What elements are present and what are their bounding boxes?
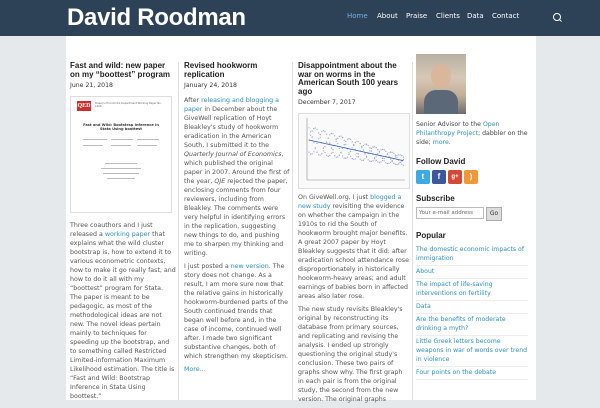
- paper-journal: Queen's Economics Department Working Paper No. 1406: [95, 102, 162, 109]
- chart-point: [329, 155, 330, 156]
- chart-point: [318, 138, 319, 139]
- popular-item[interactable]: The domestic economic impacts of immigration: [416, 246, 525, 262]
- chart-point: [380, 162, 381, 163]
- chart-point: [382, 158, 383, 159]
- site-title[interactable]: David Roodman: [67, 4, 246, 31]
- chart-point: [388, 153, 389, 154]
- chart-point: [313, 152, 314, 153]
- chart-point: [318, 133, 319, 134]
- chart-point: [348, 154, 349, 155]
- working-paper-link[interactable]: working paper: [104, 231, 151, 239]
- chart-point: [376, 156, 377, 157]
- chart-point: [377, 149, 378, 150]
- paper-text-line: [103, 173, 139, 174]
- chart-point: [332, 133, 333, 134]
- chart-point: [352, 158, 353, 159]
- chart-point: [393, 163, 394, 164]
- chart-point: [316, 143, 317, 144]
- chart-point: [337, 143, 338, 144]
- chart-point: [334, 136, 335, 137]
- column-divider: [292, 62, 293, 400]
- chart-point: [400, 162, 401, 163]
- popular-item[interactable]: Four points on the debate: [416, 369, 497, 376]
- releasing-paper-link[interactable]: releasing and blogging a paper: [184, 97, 279, 114]
- chart-point: [395, 155, 396, 156]
- chart-point: [326, 134, 327, 135]
- chart-point: [369, 148, 370, 149]
- post-excerpt: After releasing and blogging a paper in December about the GiveWell replication of Hoyt Bleakley's study of hookworm eradication in the American South, I submitted it to the Quarterly Journal of Economics, which published the original paper in 2007. Around the first of the year, QJE rejected the paper, enclosing comments from four reviewers, including from Bleakley. The comments were very helpful in identifying errors in the replication, suggesting new things to do, and pushing me to sharpen my thinking and writing. I just posted a new version. The story does not change. As a result, I am more sure now that the relative gains in historically hookworm-burdened parts of the South continued trends that began well before and, in the case of income, continued well after. I made two significant substantive changes, both of which strengthen my skepticism. More...: [184, 97, 290, 374]
- chart-point: [396, 164, 397, 165]
- chart-point: [372, 160, 373, 161]
- popular-title: Popular: [416, 231, 446, 240]
- chart-point: [392, 152, 393, 153]
- chart-point: [371, 151, 372, 152]
- chart-point: [364, 144, 365, 145]
- chart-thumbnail[interactable]: [298, 113, 410, 189]
- chart-point: [390, 159, 391, 160]
- chart-point: [353, 159, 354, 160]
- chart-point: [374, 146, 375, 147]
- chart-point: [342, 137, 343, 138]
- social-links: [416, 170, 528, 184]
- paper-text-line: [137, 145, 157, 146]
- chart-point: [376, 160, 377, 161]
- chart-thumbnail-graphic: [299, 114, 409, 188]
- post-title[interactable]: Fast and wild: new paper on my “boottest” program: [70, 61, 171, 79]
- chart-point: [310, 132, 311, 133]
- chart-point: [360, 159, 361, 160]
- chart-point: [339, 136, 340, 137]
- chart-point: [342, 156, 343, 157]
- chart-point: [403, 157, 404, 158]
- subscribe-title: Subscribe: [416, 194, 455, 203]
- popular-item[interactable]: The impact of life-saving interventions on fertility: [416, 281, 493, 297]
- twitter-icon[interactable]: t: [416, 170, 430, 184]
- chart-point: [382, 160, 383, 161]
- chart-point: [331, 148, 332, 149]
- chart-point: [337, 157, 338, 158]
- chart-point: [344, 158, 345, 159]
- chart-point: [384, 158, 385, 159]
- chart-point: [388, 163, 389, 164]
- chart-point: [340, 152, 341, 153]
- chart-point: [334, 155, 335, 156]
- follow-title: Follow David: [416, 157, 466, 166]
- chart-point: [345, 158, 346, 159]
- main-content: [66, 36, 536, 404]
- chart-point: [361, 160, 362, 161]
- chart-point: [388, 156, 389, 157]
- blogged-study-link[interactable]: blogged a new study: [298, 194, 402, 211]
- chart-point: [366, 144, 367, 145]
- chart-point: [403, 165, 404, 166]
- chart-point: [363, 150, 364, 151]
- chart-point: [339, 155, 340, 156]
- chart-point: [344, 140, 345, 141]
- chart-point: [395, 157, 396, 158]
- chart-point: [318, 154, 319, 155]
- chart-point: [396, 155, 397, 156]
- new-version-link[interactable]: new version: [230, 263, 269, 271]
- author-bio: Senior Advisor to the Open Philanthropy Project; dabbler on the side; more.: [416, 121, 528, 146]
- chart-point: [315, 128, 316, 129]
- chart-point: [371, 148, 372, 149]
- nav-item-praise[interactable]: Praise: [406, 12, 428, 20]
- chart-point: [329, 135, 330, 136]
- chart-point: [364, 153, 365, 154]
- paper-text-line: [83, 139, 107, 140]
- chart-point: [321, 131, 322, 132]
- popular-list: [416, 244, 528, 380]
- chart-point: [344, 145, 345, 146]
- chart-point: [353, 145, 354, 146]
- chart-point: [312, 137, 313, 138]
- chart-point: [323, 148, 324, 149]
- more-bio-link[interactable]: more: [432, 139, 449, 146]
- chart-point: [363, 160, 364, 161]
- open-philanthropy-link[interactable]: Open Philanthropy Project: [416, 121, 500, 137]
- chart-point: [321, 154, 322, 155]
- paper-title: Fast and Wild: Bootstrap Inference in Stata Using boottest: [83, 123, 159, 132]
- post-title[interactable]: Revised hookworm replication: [184, 61, 258, 79]
- chart-point: [369, 151, 370, 152]
- chart-point: [358, 156, 359, 157]
- nav-item-about[interactable]: About: [377, 12, 398, 20]
- chart-point: [313, 142, 314, 143]
- chart-point: [316, 129, 317, 130]
- qed-logo: QED: [77, 103, 91, 110]
- chart-point: [348, 153, 349, 154]
- chart-point: [377, 153, 378, 154]
- chart-point: [396, 157, 397, 158]
- chart-point: [313, 128, 314, 129]
- sidebar: [416, 54, 528, 380]
- chart-point: [400, 155, 401, 156]
- chart-point: [377, 162, 378, 163]
- post-date: January 24, 2018: [184, 82, 237, 90]
- site-header: [0, 0, 600, 36]
- facebook-icon[interactable]: f: [432, 170, 446, 184]
- chart-point: [342, 148, 343, 149]
- chart-point: [398, 155, 399, 156]
- chart-point: [356, 153, 357, 154]
- chart-point: [350, 151, 351, 152]
- chart-point: [385, 151, 386, 152]
- chart-point: [332, 152, 333, 153]
- chart-point: [348, 138, 349, 139]
- chart-point: [355, 159, 356, 160]
- chart-point: [356, 157, 357, 158]
- chart-point: [331, 133, 332, 134]
- chart-point: [352, 148, 353, 149]
- chart-point: [316, 152, 317, 153]
- paper-text-line: [101, 168, 141, 169]
- chart-point: [331, 153, 332, 154]
- popular-item[interactable]: Data: [416, 303, 431, 310]
- post-column-2: [184, 62, 290, 378]
- nav-item-data[interactable]: Data: [467, 12, 484, 20]
- chart-point: [312, 131, 313, 132]
- email-field[interactable]: Your e-mail address: [416, 207, 484, 219]
- subscribe-button[interactable]: Go: [486, 207, 502, 221]
- chart-point: [384, 150, 385, 151]
- chart-point: [372, 147, 373, 148]
- chart-point: [310, 135, 311, 136]
- chart-point: [352, 142, 353, 143]
- chart-point: [387, 154, 388, 155]
- chart-point: [392, 161, 393, 162]
- paper-text-line: [111, 139, 133, 140]
- chart-point: [345, 144, 346, 145]
- chart-point: [312, 154, 313, 155]
- nav-item-contact[interactable]: Contact: [492, 12, 520, 20]
- chart-point: [336, 157, 337, 158]
- chart-point: [324, 152, 325, 153]
- chart-point: [384, 161, 385, 162]
- post-column-1: [70, 62, 176, 405]
- chart-point: [326, 142, 327, 143]
- chart-point: [320, 134, 321, 135]
- google-plus-icon[interactable]: g+: [448, 170, 462, 184]
- chart-point: [379, 151, 380, 152]
- chart-point: [368, 145, 369, 146]
- chart-point: [320, 137, 321, 138]
- chart-point: [403, 159, 404, 160]
- chart-point: [360, 143, 361, 144]
- chart-point: [329, 143, 330, 144]
- chart-point: [332, 149, 333, 150]
- chart-point: [324, 146, 325, 147]
- more-link[interactable]: More...: [184, 366, 206, 374]
- chart-point: [320, 155, 321, 156]
- subscribe-form: [416, 207, 528, 221]
- chart-point: [308, 128, 309, 129]
- paper-text-line: [107, 178, 135, 179]
- chart-point: [401, 164, 402, 165]
- chart-point: [371, 161, 372, 162]
- chart-point: [358, 142, 359, 143]
- chart-point: [390, 152, 391, 153]
- chart-point: [385, 162, 386, 163]
- chart-point: [336, 139, 337, 140]
- chart-point: [398, 164, 399, 165]
- paper-text-line: [105, 163, 137, 164]
- chart-point: [387, 163, 388, 164]
- paper-thumbnail[interactable]: [70, 96, 172, 213]
- chart-point: [376, 147, 377, 148]
- post-date: June 21, 2018: [70, 82, 113, 90]
- popular-item[interactable]: Little Greek letters become weapons in war of words over trend in violence: [416, 338, 528, 363]
- chart-point: [308, 152, 309, 153]
- post-date: December 7, 2017: [298, 99, 356, 107]
- chart-point: [361, 148, 362, 149]
- chart-point: [382, 149, 383, 150]
- column-divider: [412, 62, 413, 400]
- chart-point: [350, 139, 351, 140]
- chart-point: [401, 155, 402, 156]
- chart-point: [347, 157, 348, 158]
- chart-point: [324, 131, 325, 132]
- chart-point: [380, 150, 381, 151]
- chart-point: [315, 148, 316, 149]
- column-divider: [178, 62, 179, 400]
- chart-point: [339, 148, 340, 149]
- paper-text-line: [137, 139, 159, 140]
- chart-point: [328, 156, 329, 157]
- chart-point: [390, 162, 391, 163]
- chart-point: [345, 141, 346, 142]
- popular-item[interactable]: About: [416, 268, 435, 275]
- chart-point: [337, 138, 338, 139]
- paper-text-line: [83, 145, 103, 146]
- chart-point: [393, 153, 394, 154]
- chart-point: [363, 145, 364, 146]
- post-excerpt: Three coauthors and I just released a working paper that explains what the wild cluster bootstrap is, how to extend it to various econometric contexts, how to make it go really fast, and how to do it all with my “boottest” program for Stata. The paper is meant to be pedagogic, as most of the methodological ideas are not new. The novel ideas pertain mainly to techniques for speeding up the bootstrap, and to something called Restricted Limited-information Maximum Likelihood estimation. The title is “Fast and Wild: Bootstrap Inference in Stata Using boottest.”: [70, 222, 176, 401]
- rss-icon[interactable]: ): [464, 170, 478, 184]
- chart-point: [356, 141, 357, 142]
- chart-point: [369, 161, 370, 162]
- nav-item-clients[interactable]: Clients: [436, 12, 460, 20]
- post-title[interactable]: Disappointment about the war on worms in the American South 100 years ago: [298, 61, 399, 96]
- chart-point: [364, 159, 365, 160]
- chart-point: [310, 154, 311, 155]
- nav-item-home[interactable]: Home: [347, 12, 368, 20]
- author-photo: [416, 54, 466, 114]
- chart-point: [361, 146, 362, 147]
- search-icon[interactable]: [553, 13, 561, 21]
- chart-point: [336, 141, 337, 142]
- chart-point: [366, 157, 367, 158]
- chart-point: [328, 138, 329, 139]
- chart-point: [395, 164, 396, 165]
- chart-point: [323, 151, 324, 152]
- chart-point: [379, 162, 380, 163]
- chart-point: [358, 154, 359, 155]
- chart-point: [355, 142, 356, 143]
- chart-point: [323, 130, 324, 131]
- chart-point: [374, 158, 375, 159]
- chart-point: [350, 156, 351, 157]
- chart-point: [368, 160, 369, 161]
- popular-item[interactable]: Are the benefits of moderate drinking a myth?: [416, 316, 506, 332]
- post-excerpt: On GiveWell.org, I just blogged a new study revisiting the evidence on whether the campaign in the 1910s to rid the South of hookworm brought major benefits. A great 2007 paper by Hoyt Bleakley suggests that it did: after eradication school attendance rose disproportionately in historically hookworm-heavy areas; and adult earnings of babies born in affected areas also later rose. The new study revisits Bleakley's original by reconstructing its database from primary sources, and replicating and revising the analysis. I ended up strongly questioning the original study's conclusion. These two pairs of graphs show why. The first graph in each pair is from the original study, the second from the new version. The original graphs: [298, 194, 409, 404]
- paper-text-line: [111, 145, 131, 146]
- chart-point: [340, 136, 341, 137]
- chart-point: [326, 155, 327, 156]
- post-column-3: [298, 62, 410, 408]
- chart-point: [347, 139, 348, 140]
